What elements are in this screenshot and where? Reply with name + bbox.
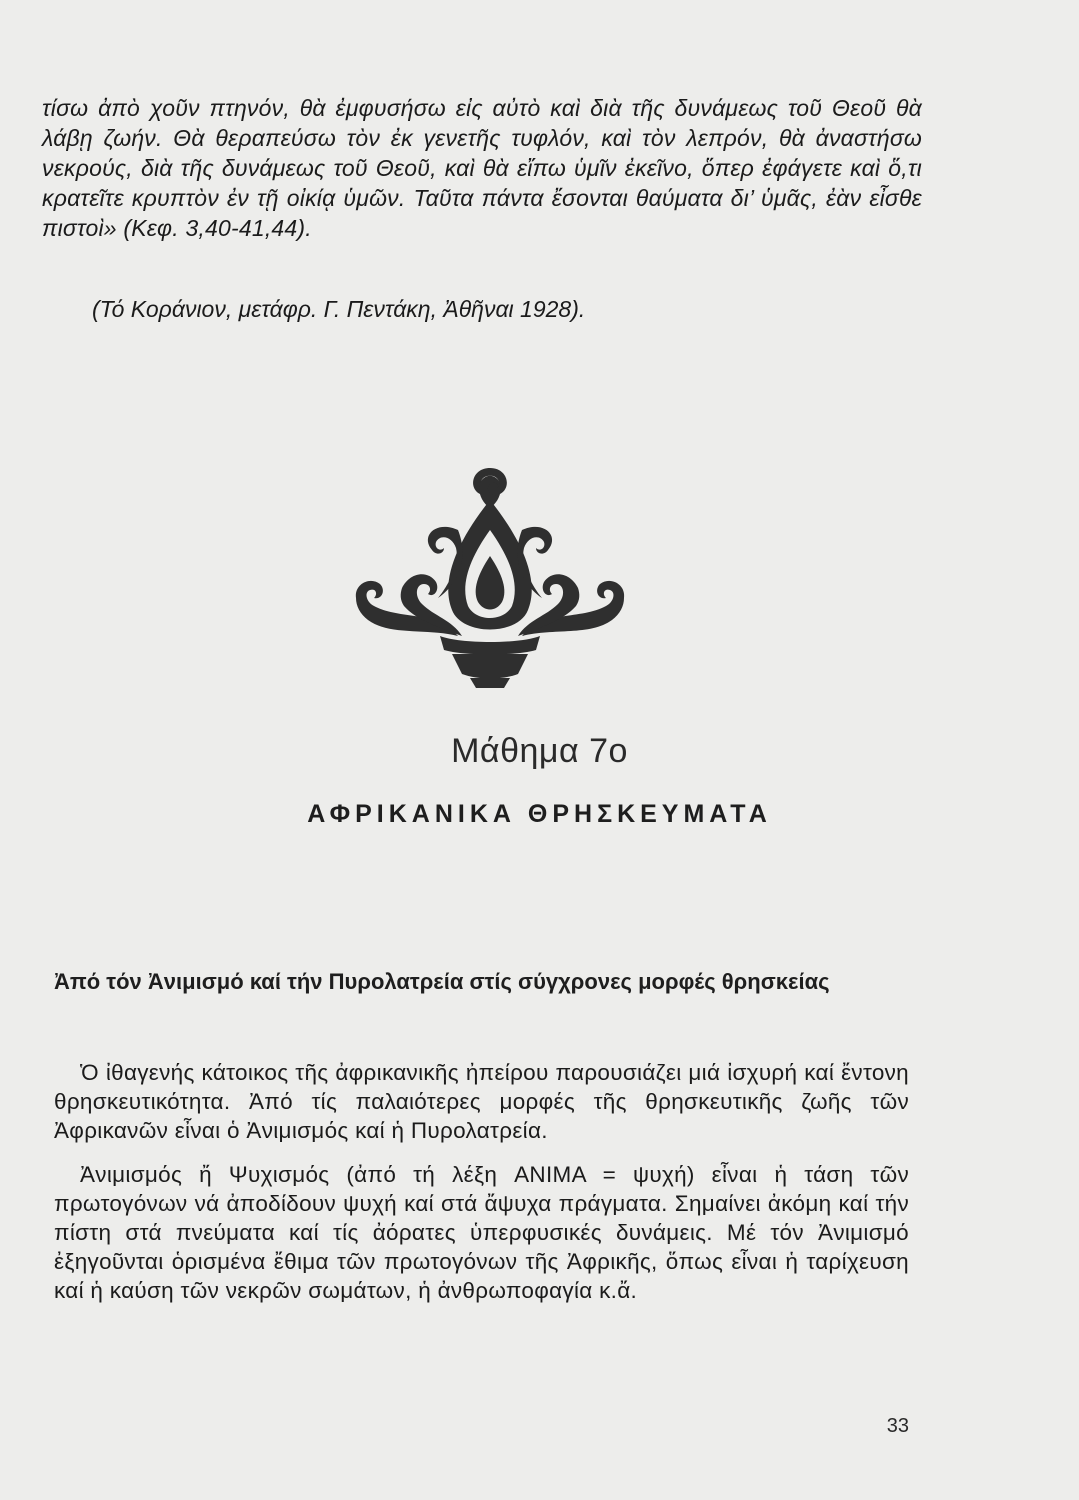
quote-text: τίσω ἀπὸ χοῦν πτηνόν, θὰ ἐμφυσήσω εἰς αὐτὸ καὶ διὰ τῆς δυνάμεως τοῦ Θεοῦ θὰ λάβῃ ζωήν. Θὰ θεραπεύσω τὸν ἐκ γενετῆς τυφλόν, καὶ τὸν λεπρόν, θὰ ἀναστήσω νεκρούς, διὰ τῆς δυνάμεως τοῦ Θεοῦ, καὶ θὰ εἴπω ὑμῖν ἐκεῖνο, ὅπερ ἐφάγετε καὶ ὅ,τι κρατεῖτε κρυπτὸν ἐν τῇ οἰκίᾳ ὑμῶν. Ταῦτα πάντα ἔσονται θαύματα δι’ ὑμᾶς, ἐὰν εἶσθε πιστοὶ» (Κεφ. 3,40-41,44). xyxy=(42,95,922,241)
lesson-title: Μάθημα 7ο xyxy=(451,732,628,770)
section-heading: Ἀπό τόν Ἀνιμισμό καί τήν Πυρολατρεία στίς σύγχρονες μορφές θρησκείας xyxy=(54,969,830,994)
body-text xyxy=(54,1058,909,1320)
chapter-title: ΑΦΡΙΚΑΝΙΚΑ ΘΡΗΣΚΕΥΜΑΤΑ xyxy=(307,800,772,828)
lotus-ornament-icon xyxy=(340,460,640,690)
page-number: 33 xyxy=(886,1415,909,1437)
body-paragraph: Ὁ ἰθαγενής κάτοικος τῆς ἀφρικανικῆς ἠπείρου παρουσιάζει μιά ἰσχυρή καί ἔντονη θρησκευτικότητα. Ἀπό τίς παλαιότερες μορφές τῆς θρησκευτικῆς ζωῆς τῶν Ἀφρικανῶν εἶναι ὁ Ἀνιμισμός καί ἡ Πυρολατρεία. xyxy=(54,1060,909,1144)
quote-source: (Τό Κοράνιον, μετάφρ. Γ. Πεντάκη, Ἀθῆναι 1928). xyxy=(92,296,586,322)
body-paragraph: Ἀνιμισμός ἤ Ψυχισμός (ἀπό τή λέξη ANIMA = ψυχή) εἶναι ἡ τάση τῶν πρωτογόνων νά ἀποδίδουν ψυχή καί στά ἄψυχα πράγματα. Σημαίνει ἀκόμη καί τήν πίστη στά πνεύματα καί τίς ἀόρατες ὑπερφυσικές δυνάμεις. Μέ τόν Ἀνιμισμό ἐξηγοῦνται ὁρισμένα ἔθιμα τῶν πρωτογόνων τῆς Ἀφρικῆς, ὅπως εἶναι ἡ ταρίχευση καί ἡ καύση τῶν νεκρῶν σωμάτων, ἡ ἀνθρωποφαγία κ.ἄ. xyxy=(54,1161,909,1304)
quote-block xyxy=(42,93,922,243)
